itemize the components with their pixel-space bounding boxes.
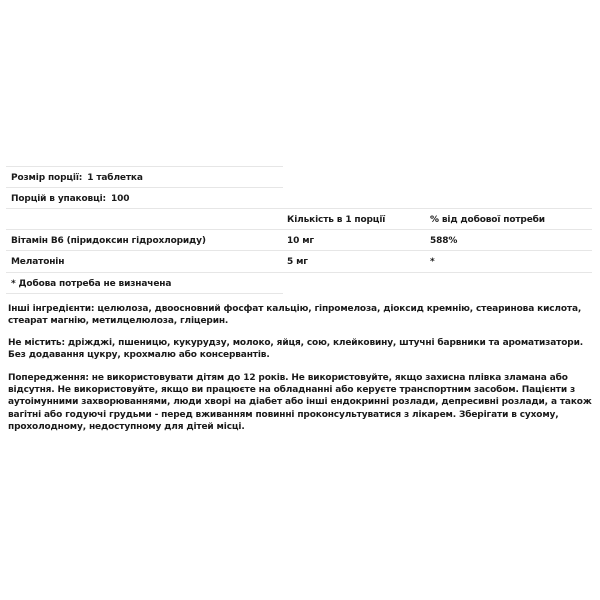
- row-vitamin-b6-amount: 10 мг: [287, 236, 314, 246]
- serving-size-row: [11, 172, 143, 184]
- servings-per-container-label: Порцій в упаковці:: [11, 194, 106, 204]
- row-melatonin-daily-value: *: [430, 257, 435, 267]
- divider-footnote: [6, 293, 283, 294]
- serving-size-value: 1 таблетка: [87, 173, 143, 183]
- row-vitamin-b6-name: Вітамін В6 (піридоксин гідрохлориду): [11, 236, 206, 246]
- divider-servings: [6, 208, 592, 209]
- header-daily-value: % від добової потреби: [430, 215, 545, 225]
- row-vitamin-b6-daily-value: 588%: [430, 236, 458, 246]
- divider-top: [6, 166, 283, 167]
- does-not-contain-text: Не містить: дріжджі, пшеницю, кукурудзу, молоко, яйця, сою, клейковину, штучні барвники та ароматизатори. Без додавання цукру, крохмалю або консервантів.: [8, 338, 583, 361]
- serving-size-label: Розмір порції:: [11, 173, 83, 183]
- other-ingredients-text: Інші інгредієнти: целюлоза, двоосновний фосфат кальцію, гіпромелоза, діоксид кремнію, стеаринова кислота, стеарат магнію, метилцелюлоза, гліцерин.: [8, 304, 582, 327]
- header-amount: Кількість в 1 порції: [287, 215, 386, 225]
- divider-serving-size: [6, 187, 283, 188]
- row-melatonin-amount: 5 мг: [287, 257, 308, 267]
- divider-row-1: [6, 250, 592, 251]
- servings-per-container-value: 100: [110, 194, 130, 204]
- table-footnote: * Добова потреба не визначена: [11, 279, 172, 289]
- servings-per-container-row: [11, 193, 129, 205]
- row-melatonin-name: Мелатонін: [11, 257, 65, 267]
- divider-header: [6, 229, 592, 230]
- warning-text: Попередження: не використовувати дітям до 12 років. Не використовуйте, якщо захисна плівка зламана або відсутня. Не використовуйте, якщо ви працюєте на обладнанні або керуєте транспортним засобом. Пацієнти з аутоімунними захворюваннями, люди хворі на діабет або інші ендокринні розлади, депресивні розлади, а також вагітні або годуючі грудьми - перед вживанням повинні проконсультуватися з лікарем. Зберігати в сухому, прохолодному, недоступному для дітей місці.: [8, 373, 592, 432]
- divider-row-2: [6, 272, 592, 273]
